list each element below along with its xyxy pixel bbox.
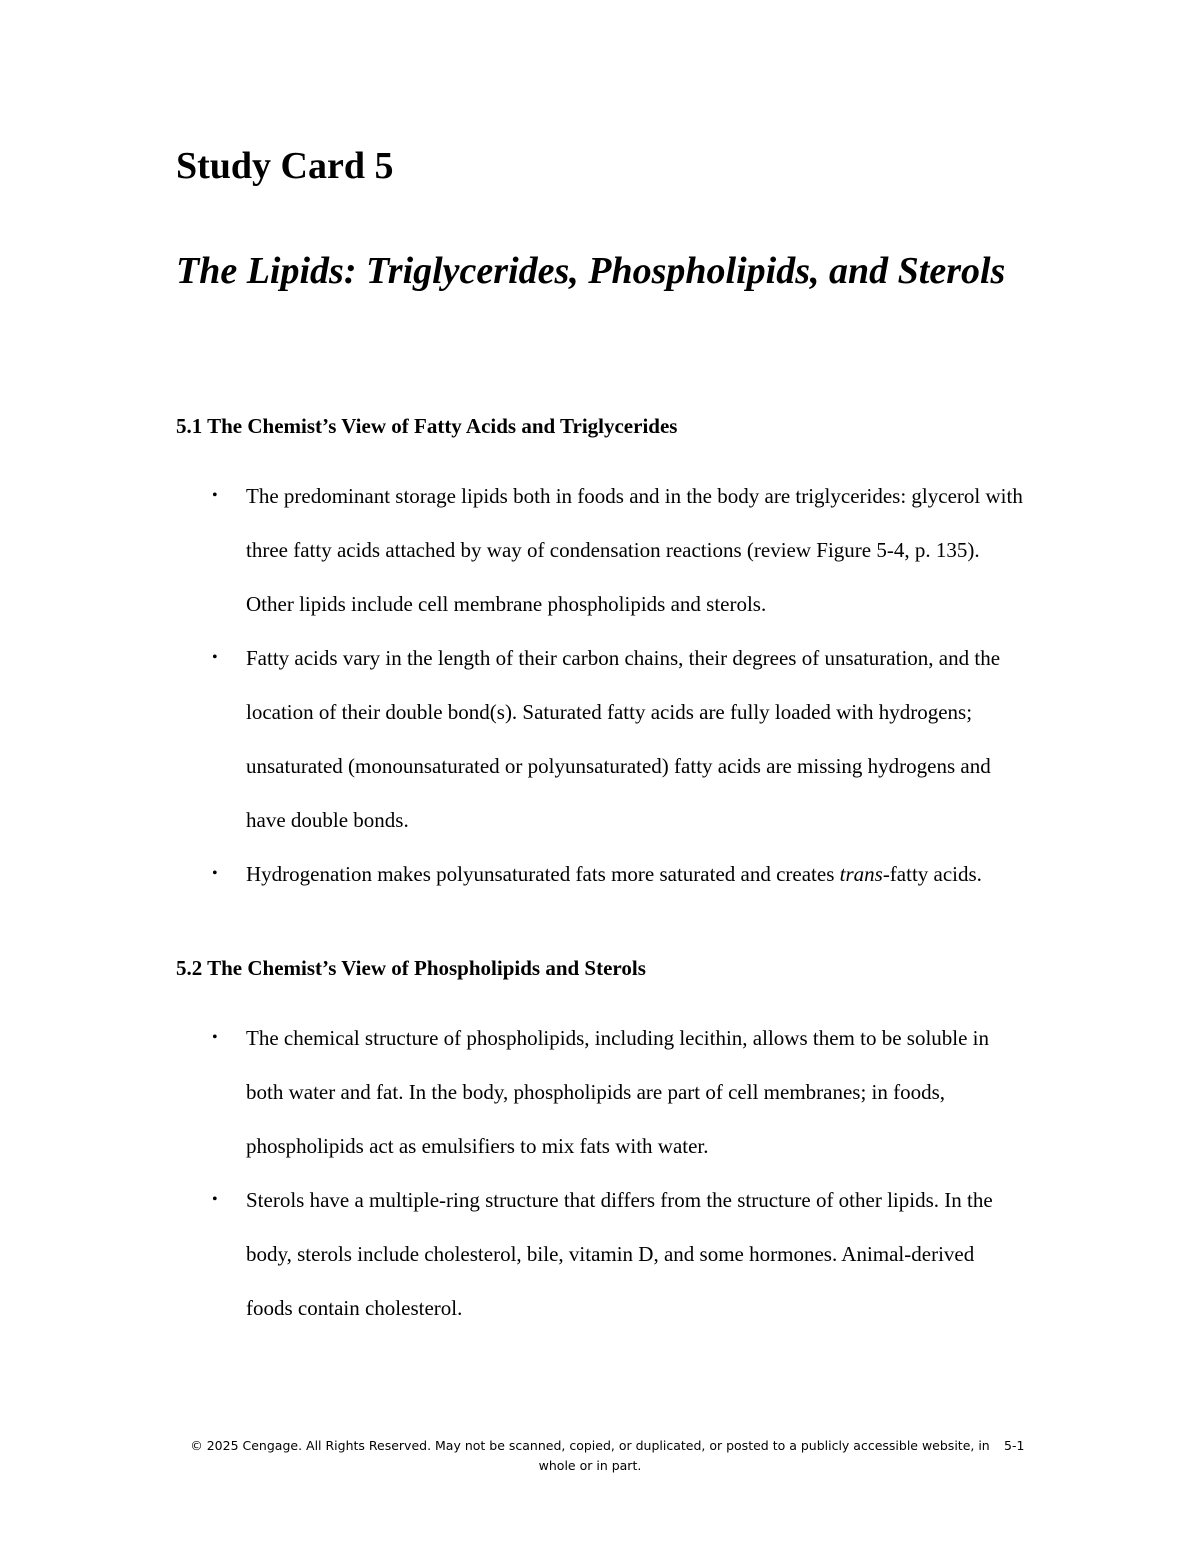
section-heading: 5.2 The Chemist’s View of Phospholipids and Sterols <box>176 956 646 980</box>
card-title: Study Card 5 <box>176 145 394 187</box>
bullet-text: Hydrogenation makes polyunsaturated fats more saturated and creates <box>246 862 840 886</box>
bullet-marker: • <box>212 487 218 504</box>
bullet-text: Sterols have a multiple-ring structure that differs from the structure of other lipids. In the body, sterols include cholesterol, bile, vitamin D, and some hormones. Animal-derived foods contain cholesterol. <box>246 1188 993 1320</box>
bullet-text-italic: trans <box>839 862 883 886</box>
bullet-text: Fatty acids vary in the length of their carbon chains, their degrees of unsaturation, and the location of their double bond(s). Saturated fatty acids are fully loaded with hydrogens; unsaturated (monounsaturated or polyunsaturated) fatty acids are missing hydrogens and have double bonds. <box>246 646 1001 832</box>
bullet-item <box>176 1173 1026 1335</box>
chapter-title: The Lipids: Triglycerides, Phospholipids, and Sterols <box>176 250 1006 292</box>
bullet-text-tail: -fatty acids. <box>882 862 982 886</box>
bullet-item <box>176 847 1026 901</box>
bullet-list <box>176 469 1056 901</box>
bullet-item <box>176 1011 1026 1173</box>
bullet-text: The predominant storage lipids both in foods and in the body are triglycerides: glycerol with three fatty acids attached by way of condensation reactions (review Figure 5-4, p. 135). Other lipids include cell membrane phospholipids and sterols. <box>246 484 1023 616</box>
bullet-marker: • <box>212 1029 218 1046</box>
section-5-2 <box>176 953 1056 1335</box>
bullet-item <box>176 631 1026 847</box>
bullet-marker: • <box>212 865 218 882</box>
bullet-list <box>176 1011 1056 1335</box>
copyright-footer: © 2025 Cengage. All Rights Reserved. May not be scanned, copied, or duplicated, or posted to a publicly accessible website, in whole or in part. <box>190 1438 990 1473</box>
page-number: 5-1 <box>1004 1438 1025 1453</box>
section-heading: 5.1 The Chemist’s View of Fatty Acids and Triglycerides <box>176 414 678 438</box>
bullet-marker: • <box>212 649 218 666</box>
bullet-marker: • <box>212 1191 218 1208</box>
section-5-1 <box>176 411 1056 901</box>
bullet-text: The chemical structure of phospholipids, including lecithin, allows them to be soluble in both water and fat. In the body, phospholipids are part of cell membranes; in foods, phospholipids act as emulsifiers to mix fats with water. <box>246 1026 990 1158</box>
bullet-item <box>176 469 1026 631</box>
